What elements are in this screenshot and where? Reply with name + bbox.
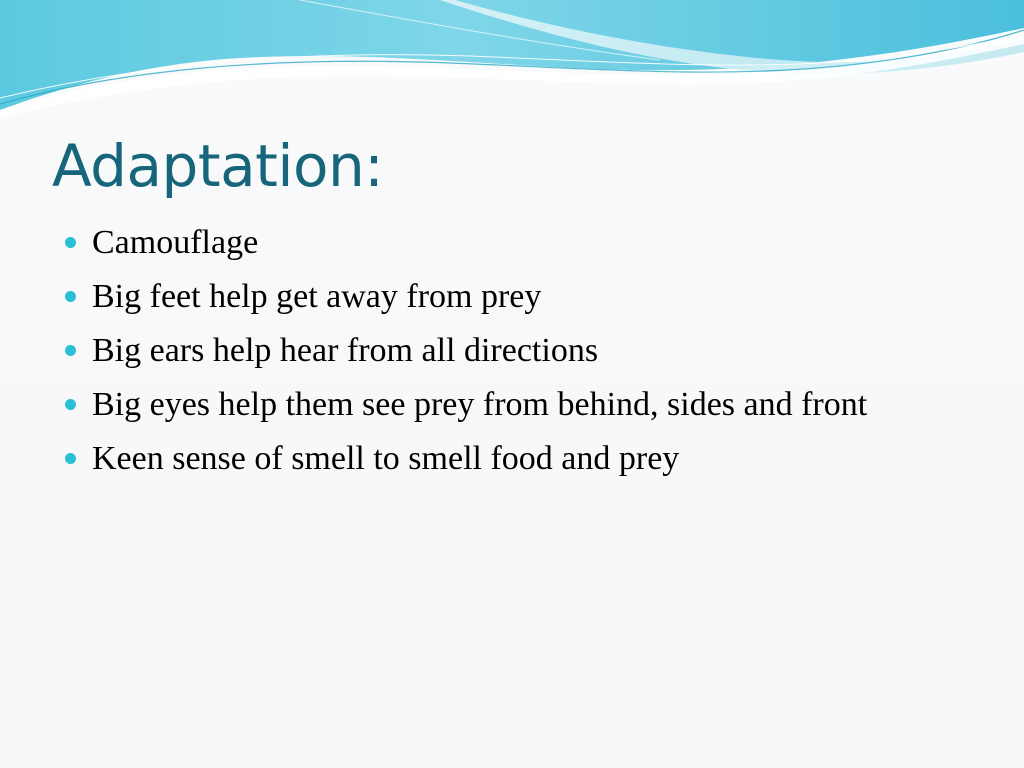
bullet-text: Big ears help hear from all directions bbox=[92, 332, 599, 369]
list-item bbox=[64, 221, 944, 265]
bullet-list bbox=[64, 221, 944, 491]
bullet-icon bbox=[65, 399, 76, 410]
bullet-icon bbox=[65, 237, 76, 248]
bullet-text: Big eyes help them see prey from behind, sides and front bbox=[92, 386, 868, 423]
bullet-icon bbox=[65, 345, 76, 356]
bullet-text: Keen sense of smell to smell food and prey bbox=[92, 440, 680, 477]
list-item bbox=[64, 329, 944, 373]
list-item bbox=[64, 437, 944, 481]
slide-title: Adaptation: bbox=[52, 132, 384, 200]
bullet-text: Big feet help get away from prey bbox=[92, 278, 542, 315]
list-item bbox=[64, 275, 944, 319]
bullet-icon bbox=[65, 291, 76, 302]
bullet-text: Camouflage bbox=[92, 224, 259, 261]
wave-decoration bbox=[0, 0, 1024, 130]
list-item bbox=[64, 383, 944, 427]
bullet-icon bbox=[65, 453, 76, 464]
